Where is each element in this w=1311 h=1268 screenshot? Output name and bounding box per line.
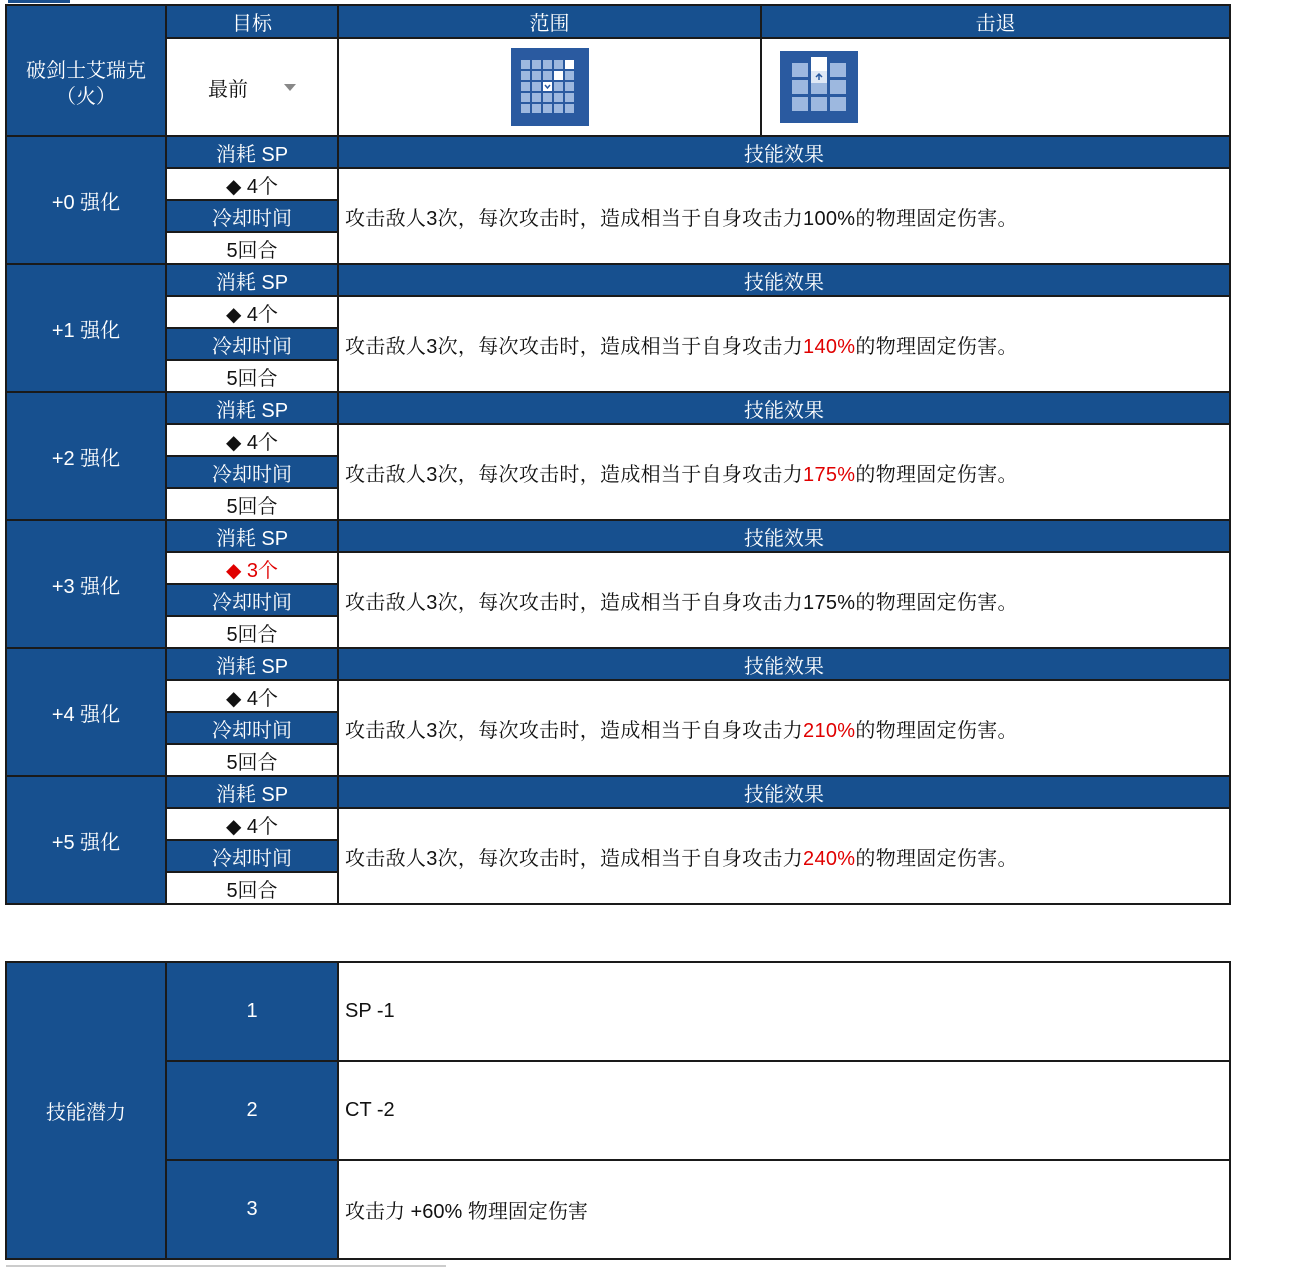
cooldown-value: 5回合 (166, 232, 338, 264)
cooldown-value: 5回合 (166, 488, 338, 520)
level-name: +5 强化 (6, 776, 166, 904)
effect-pre: 攻击敌人3次，每次攻击时，造成相当于自身攻击力 (345, 847, 804, 870)
cropped-footnote (6, 1262, 446, 1268)
cooldown-value: 5回合 (166, 872, 338, 904)
effect-value: 175% (803, 463, 856, 486)
effect-value: 140% (803, 335, 856, 358)
dropdown-caret-icon (284, 84, 296, 91)
effect-value: 100% (803, 207, 856, 230)
cooldown-value: 5回合 (166, 360, 338, 392)
sp-value: ◆ 4个 (166, 296, 338, 328)
effect-pre: 攻击敌人3次，每次攻击时，造成相当于自身攻击力 (345, 335, 804, 358)
potential-text-1: SP -1 (338, 962, 1230, 1061)
sp-label: 消耗 SP (166, 776, 338, 808)
effect-post: 的物理固定伤害。 (855, 591, 1018, 614)
cooldown-label: 冷却时间 (166, 328, 338, 360)
target-header: 目标 (166, 5, 338, 38)
knockback-cell (761, 38, 1230, 136)
range-cell (338, 38, 761, 136)
potential-num-1: 1 (166, 962, 338, 1061)
effect-label: 技能效果 (338, 520, 1230, 552)
potential-table (5, 961, 1231, 1260)
effect-label: 技能效果 (338, 392, 1230, 424)
knockback-arrow-icon (780, 51, 858, 123)
range-header: 范围 (338, 5, 761, 38)
sp-label: 消耗 SP (166, 392, 338, 424)
effect-pre: 攻击敌人3次，每次攻击时，造成相当于自身攻击力 (345, 591, 804, 614)
skill-name-cell (6, 5, 166, 136)
effect-post: 的物理固定伤害。 (855, 335, 1018, 358)
cooldown-label: 冷却时间 (166, 456, 338, 488)
sp-value: ◆ 4个 (166, 808, 338, 840)
effect-label: 技能效果 (338, 648, 1230, 680)
level-name: +1 强化 (6, 264, 166, 392)
cooldown-value: 5回合 (166, 616, 338, 648)
sp-value: ◆ 4个 (166, 424, 338, 456)
effect-post: 的物理固定伤害。 (855, 207, 1018, 230)
sp-label: 消耗 SP (166, 648, 338, 680)
cooldown-label: 冷却时间 (166, 584, 338, 616)
effect-label: 技能效果 (338, 264, 1230, 296)
skill-table (5, 4, 1231, 905)
effect-pre: 攻击敌人3次，每次攻击时，造成相当于自身攻击力 (345, 207, 804, 230)
effect-text (338, 424, 1230, 520)
target-value: 最前 (208, 78, 248, 101)
effect-post: 的物理固定伤害。 (855, 463, 1018, 486)
cooldown-value: 5回合 (166, 744, 338, 776)
effect-text (338, 168, 1230, 264)
effect-value: 240% (803, 847, 856, 870)
potential-num-3: 3 (166, 1160, 338, 1259)
skill-name: 破剑士艾瑞克 （火） (26, 59, 146, 108)
effect-pre: 攻击敌人3次，每次攻击时，造成相当于自身攻击力 (345, 719, 804, 742)
effect-post: 的物理固定伤害。 (855, 847, 1018, 870)
top-accent-bar (8, 0, 70, 3)
effect-label: 技能效果 (338, 776, 1230, 808)
range-grid-icon (511, 48, 589, 126)
knockback-header: 击退 (761, 5, 1230, 38)
level-name: +4 强化 (6, 648, 166, 776)
sp-label: 消耗 SP (166, 136, 338, 168)
level-name: +2 强化 (6, 392, 166, 520)
effect-value: 175% (803, 591, 856, 614)
potential-label: 技能潜力 (6, 962, 166, 1259)
sp-value: ◆ 4个 (166, 680, 338, 712)
sp-value: ◆ 4个 (166, 168, 338, 200)
sp-value: ◆ 3个 (166, 552, 338, 584)
potential-text-3: 攻击力 +60% 物理固定伤害 (338, 1160, 1230, 1259)
effect-text (338, 680, 1230, 776)
effect-text (338, 296, 1230, 392)
effect-text (338, 552, 1230, 648)
effect-pre: 攻击敌人3次，每次攻击时，造成相当于自身攻击力 (345, 463, 804, 486)
effect-post: 的物理固定伤害。 (855, 719, 1018, 742)
cooldown-label: 冷却时间 (166, 200, 338, 232)
cooldown-label: 冷却时间 (166, 840, 338, 872)
level-name: +0 强化 (6, 136, 166, 264)
cooldown-label: 冷却时间 (166, 712, 338, 744)
potential-num-2: 2 (166, 1061, 338, 1160)
effect-label: 技能效果 (338, 136, 1230, 168)
sp-label: 消耗 SP (166, 520, 338, 552)
target-select[interactable] (166, 38, 338, 136)
level-name: +3 强化 (6, 520, 166, 648)
potential-text-2: CT -2 (338, 1061, 1230, 1160)
effect-value: 210% (803, 719, 856, 742)
effect-text (338, 808, 1230, 904)
sp-label: 消耗 SP (166, 264, 338, 296)
